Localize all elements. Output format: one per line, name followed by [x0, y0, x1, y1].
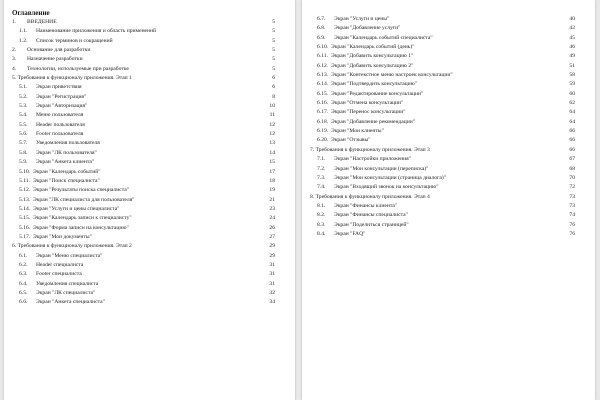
toc-entry-number: 1.2.	[19, 37, 28, 44]
toc-entry-page-number: 60	[569, 90, 575, 97]
toc-entry-title: 7. Требования к функционалу приложения. Этап 3	[310, 146, 430, 153]
toc-entry-page-number: 74	[569, 212, 575, 219]
toc-entry-page-number: 31	[269, 261, 275, 268]
toc-entry-title: Экран "Авторизация"	[36, 103, 88, 110]
toc-entry[interactable]	[310, 136, 575, 145]
toc-entry-title: Наименование приложения и область применений	[36, 28, 157, 35]
toc-entry-number: 7.1.	[317, 156, 326, 163]
document-page-left	[4, 0, 295, 400]
toc-entry-number: 6.10.	[317, 44, 329, 51]
toc-entry-title: Экран "Отзывы"	[331, 137, 371, 144]
toc-entry[interactable]	[12, 252, 275, 261]
toc-entry-number: 6.1.	[19, 252, 28, 259]
toc-entry[interactable]	[310, 52, 575, 61]
toc-entry-number: 3.	[12, 56, 17, 63]
toc-entry-number: 6.18.	[317, 118, 329, 125]
toc-entry-title: Экран "Добавление услуги"	[334, 25, 401, 32]
toc-entry-page-number: 8	[272, 93, 275, 100]
toc-entry-number: 6.8.	[317, 25, 326, 32]
toc-entry-title: Экран "Добавление рекомендации"	[331, 118, 416, 125]
toc-entry-page-number: 73	[569, 202, 575, 209]
toc-entry-title: Экран "ЛК пользователя"	[36, 149, 97, 156]
toc-entry[interactable]	[310, 211, 575, 220]
toc-entry[interactable]	[310, 62, 575, 71]
toc-entry-number: 1.1.	[19, 28, 28, 35]
toc-entry[interactable]	[12, 93, 275, 102]
toc-entry[interactable]	[310, 221, 575, 230]
toc-entry[interactable]	[12, 46, 275, 55]
toc-entry-number: 5.7.	[19, 140, 28, 147]
toc-entry[interactable]	[310, 165, 575, 174]
toc-entry-title: Экран "Календарь событий специалиста"	[334, 34, 433, 41]
toc-entry[interactable]	[12, 289, 275, 298]
toc-entry[interactable]	[310, 146, 575, 155]
toc-entry-number: 6.2.	[19, 261, 28, 268]
toc-entry[interactable]	[310, 127, 575, 136]
toc-entry-number: 6.14.	[317, 81, 329, 88]
toc-entry-title: Экран "Финансы специалиста"	[334, 212, 408, 219]
toc-entry-number: 5.8.	[19, 149, 28, 156]
toc-entry[interactable]	[12, 74, 275, 83]
toc-entry-page-number: 24	[269, 215, 275, 222]
toc-entry-page-number: 40	[569, 16, 575, 22]
toc-entry-page-number: 31	[269, 280, 275, 287]
toc-entry[interactable]	[12, 149, 275, 158]
toc-entry-number: 6.4.	[19, 280, 28, 287]
toc-entry-title: Экран "Услуги и цены специалиста"	[33, 205, 120, 212]
toc-entry-title: Экран "Услуги и цены"	[334, 16, 390, 22]
toc-entry-page-number: 21	[269, 196, 275, 203]
toc-entry-page-number: 46	[569, 44, 575, 51]
toc-entry-number: 2.	[12, 47, 17, 54]
toc-entry-title: Экран "Контекстное меню настроек консультации"	[331, 72, 453, 79]
toc-entry-number: 5.13.	[19, 196, 31, 203]
toc-entry[interactable]	[12, 83, 275, 92]
toc-entry[interactable]	[12, 158, 275, 167]
toc-entry[interactable]	[310, 118, 575, 127]
toc-entry-page-number: 64	[569, 118, 575, 125]
toc-entry-page-number: 27	[269, 233, 275, 240]
toc-entry[interactable]	[12, 177, 275, 186]
toc-entry-page-number: 5	[272, 65, 275, 72]
toc-entry-title: Экран "Результаты поиска специалиста"	[33, 187, 129, 194]
toc-entry-number: 6.17.	[317, 109, 329, 116]
toc-entry[interactable]	[310, 24, 575, 33]
toc-entry-number: 7.4.	[317, 184, 326, 191]
toc-entry-title: Список терминов и сокращений	[36, 37, 113, 44]
toc-entry-title: Экран приветствия	[36, 84, 82, 91]
toc-entry-number: 7.2.	[317, 165, 326, 172]
toc-entry-title: Основание для разработки	[27, 47, 91, 54]
toc-entry-number: 8.2.	[317, 212, 326, 219]
toc-entry-title: Технологии, используемые при разработке	[27, 65, 129, 72]
toc-entry-page-number: 72	[569, 184, 575, 191]
toc-entry-page-number: 26	[269, 224, 275, 231]
toc-entry-title: Экран "Календарь событий (день)"	[331, 44, 415, 51]
toc-entry-title: Header пользователя	[36, 121, 85, 128]
toc-entry-page-number: 66	[569, 128, 575, 135]
toc-entry-number: 6.6.	[19, 299, 28, 306]
toc-entry-number: 5.3.	[19, 103, 28, 110]
toc-entry-page-number: 45	[569, 34, 575, 41]
toc-entry-page-number: 73	[569, 193, 575, 200]
toc-entry-number: 6.3.	[19, 271, 28, 278]
toc-entry[interactable]	[310, 108, 575, 117]
toc-entry-page-number: 31	[269, 271, 275, 278]
toc-entry-title: Экран "Подтвердить консультацию"	[331, 81, 418, 88]
toc-entry[interactable]	[12, 196, 275, 205]
toc-entry-number: 6.11.	[317, 53, 328, 60]
toc-entry-page-number: 59	[569, 81, 575, 88]
toc-entry[interactable]	[310, 202, 575, 211]
toc-entry[interactable]	[310, 15, 575, 24]
toc-entry[interactable]	[12, 37, 275, 46]
toc-entry[interactable]	[12, 298, 275, 307]
toc-entry-page-number: 67	[569, 156, 575, 163]
toc-entry-title: Footer пользователя	[36, 131, 84, 138]
toc-entry-page-number: 76	[569, 221, 575, 228]
toc-entry-title: Экран "Форма записи на консультацию"	[33, 224, 129, 231]
toc-entry-title: Меню пользователя	[36, 112, 84, 119]
toc-entry-number: 6.12.	[317, 62, 329, 69]
toc-entry-number: 1.	[12, 19, 17, 25]
toc-entry-page-number: 29	[269, 243, 275, 250]
toc-entry-page-number: 32	[269, 289, 275, 296]
toc-entry-number: 8.3.	[317, 221, 326, 228]
toc-entry-number: 7.3.	[317, 174, 326, 181]
toc-entry-page-number: 66	[569, 146, 575, 153]
toc-entry-title: Экран "ЛК специалиста для пользователя"	[33, 196, 135, 203]
toc-entry-title: Экран "Финансы клиента"	[334, 202, 398, 209]
toc-entry-title: Экран "Добавить консультацию 1"	[331, 53, 414, 60]
toc-entry[interactable]	[12, 65, 275, 74]
toc-entry-page-number: 5	[272, 19, 275, 25]
toc-title: Оглавление	[12, 9, 50, 17]
toc-entry-number: 5.16.	[19, 224, 31, 231]
toc-entry-title: Экран "Анкета клиента"	[36, 159, 95, 166]
toc-entry[interactable]	[12, 205, 275, 214]
toc-entry[interactable]	[12, 280, 275, 289]
toc-entry[interactable]	[12, 214, 275, 223]
toc-entry-title: Экран "Добавить консультацию 2"	[331, 62, 414, 69]
toc-entry[interactable]	[310, 193, 575, 202]
toc-entry-number: 6.16.	[317, 100, 329, 107]
toc-entry-number: 5.1.	[19, 84, 28, 91]
toc-entry[interactable]	[310, 80, 575, 89]
toc-entry-title: Экран "Мои документы"	[33, 233, 92, 240]
toc-entry-title: Экран "Входящий звонок на консультацию"	[334, 184, 439, 191]
toc-entry-number: 8.4.	[317, 230, 326, 237]
toc-entry[interactable]	[12, 130, 275, 139]
toc-entry-number: 5.2.	[19, 93, 28, 100]
toc-entry-number: 5.9.	[19, 159, 28, 166]
toc-entry-number: 6.19.	[317, 128, 329, 135]
toc-entry-number: 6.9.	[317, 34, 326, 41]
toc-entry-page-number: 34	[269, 299, 275, 306]
toc-entry-title: Экран "Регистрация"	[36, 93, 87, 100]
toc-entry-number: 6.15.	[317, 90, 329, 97]
toc-entry[interactable]	[12, 168, 275, 177]
toc-entry-title: Экран "Отмена консультации"	[331, 100, 404, 107]
toc-entry[interactable]	[310, 183, 575, 192]
toc-entry-title: Экран "Перенос консультации"	[331, 109, 406, 116]
toc-entry-page-number: 5	[272, 37, 275, 44]
toc-entry-number: 4.	[12, 65, 17, 72]
toc-entry-title: Экран "Мои консультации (переписка)"	[334, 165, 429, 172]
toc-entry-title: Экран "Мои клиенты"	[331, 128, 384, 135]
toc-entry-page-number: 68	[569, 165, 575, 172]
toc-entry-number: 5.4.	[19, 112, 28, 119]
toc-entry-title: Экран "Настройки приложения"	[334, 156, 411, 163]
toc-entry-number: 6.5.	[19, 289, 28, 296]
toc-entry-title: Экран "Поиск специалиста"	[33, 177, 100, 184]
toc-entry-title: 5. Требования к функционалу приложения. Этап 1	[12, 75, 132, 82]
toc-entry[interactable]	[310, 34, 575, 43]
toc-entry-page-number: 6	[272, 75, 275, 82]
toc-entry-title: Назначение разработки	[27, 56, 83, 63]
toc-entry-number: 5.15.	[19, 215, 31, 222]
toc-entry-title: Экран "Мои консультации (страница диалога)"	[334, 174, 446, 181]
toc-entry[interactable]	[12, 186, 275, 195]
toc-entry-page-number: 5	[272, 47, 275, 54]
toc-entry[interactable]	[12, 102, 275, 111]
toc-list-right	[310, 15, 575, 239]
toc-entry[interactable]	[12, 27, 275, 36]
toc-entry[interactable]	[12, 55, 275, 64]
toc-entry-page-number: 66	[569, 137, 575, 144]
toc-entry[interactable]	[310, 99, 575, 108]
toc-entry-title: ВВЕДЕНИЕ	[27, 19, 57, 25]
toc-entry-title: Уведомления пользователя	[36, 140, 100, 147]
toc-entry-number: 5.12.	[19, 187, 31, 194]
toc-entry-page-number: 70	[569, 174, 575, 181]
toc-entry-title: 6. Требования к функционалу приложения. Этап 2	[12, 243, 132, 250]
toc-entry-page-number: 17	[269, 168, 275, 175]
toc-entry[interactable]	[310, 174, 575, 183]
toc-entry-page-number: 13	[269, 140, 275, 147]
toc-entry-number: 6.7.	[317, 16, 326, 22]
toc-entry-page-number: 15	[269, 159, 275, 166]
toc-entry[interactable]	[310, 43, 575, 52]
toc-entry-page-number: 12	[269, 121, 275, 128]
toc-entry-page-number: 49	[569, 53, 575, 60]
toc-entry[interactable]	[310, 71, 575, 80]
toc-entry[interactable]	[12, 242, 275, 251]
toc-entry[interactable]	[12, 261, 275, 270]
toc-entry-title: Экран "Анкета специалиста"	[36, 299, 105, 306]
toc-entry-title: 8. Требования к функционалу приложения. Этап 4	[310, 193, 430, 200]
toc-entry[interactable]	[310, 90, 575, 99]
toc-entry-page-number: 11	[269, 112, 275, 119]
toc-entry-title: Экран "ЛК специалиста"	[36, 289, 96, 296]
toc-entry-page-number: 23	[269, 205, 275, 212]
toc-entry-page-number: 18	[269, 177, 275, 184]
toc-entry[interactable]	[310, 155, 575, 164]
toc-entry-title: Экран "Поделиться страницей"	[334, 221, 409, 228]
toc-entry-page-number: 29	[269, 252, 275, 259]
toc-entry-page-number: 10	[269, 103, 275, 110]
toc-entry[interactable]	[310, 230, 575, 239]
toc-entry-page-number: 51	[569, 62, 575, 69]
toc-entry-page-number: 58	[569, 72, 575, 79]
toc-entry-page-number: 14	[269, 149, 275, 156]
toc-entry-title: Экран "Меню специалиста"	[36, 252, 103, 259]
toc-entry-page-number: 76	[569, 230, 575, 237]
toc-entry-title: Header специалиста	[36, 261, 84, 268]
toc-entry-number: 5.6.	[19, 131, 28, 138]
document-page-right	[302, 0, 595, 400]
toc-entry-number: 5.10.	[19, 168, 31, 175]
toc-entry-page-number: 19	[269, 187, 275, 194]
toc-entry-title: Footer специалиста	[36, 271, 82, 278]
toc-entry-number: 5.14.	[19, 205, 31, 212]
toc-entry-title: Экран "FAQ"	[334, 230, 366, 237]
toc-entry[interactable]	[12, 270, 275, 279]
toc-entry[interactable]	[12, 224, 275, 233]
toc-entry-title: Экран "Редактирование консультации"	[331, 90, 424, 97]
toc-entry[interactable]	[12, 121, 275, 130]
toc-entry[interactable]	[12, 233, 275, 242]
toc-entry-number: 5.17.	[19, 233, 31, 240]
toc-entry-title: Экран "Календарь записи к специалисту"	[33, 215, 132, 222]
toc-entry-page-number: 6	[272, 84, 275, 91]
toc-entry[interactable]	[12, 139, 275, 148]
toc-entry-page-number: 42	[569, 25, 575, 32]
toc-entry-number: 6.20.	[317, 137, 329, 144]
toc-entry-page-number: 5	[272, 56, 275, 63]
toc-entry[interactable]	[12, 18, 275, 27]
toc-entry-page-number: 12	[269, 131, 275, 138]
toc-entry-page-number: 62	[569, 100, 575, 107]
toc-entry-number: 6.13.	[317, 72, 329, 79]
toc-entry-number: 8.1.	[317, 202, 326, 209]
toc-entry-title: Уведомления специалиста	[36, 280, 99, 287]
toc-entry-title: Экран "Календарь событий"	[33, 168, 101, 175]
toc-entry-page-number: 5	[272, 28, 275, 35]
toc-entry[interactable]	[12, 111, 275, 120]
toc-entry-number: 5.5.	[19, 121, 28, 128]
toc-entry-page-number: 64	[569, 109, 575, 116]
toc-entry-number: 5.11.	[19, 177, 30, 184]
toc-list-left	[12, 18, 275, 308]
